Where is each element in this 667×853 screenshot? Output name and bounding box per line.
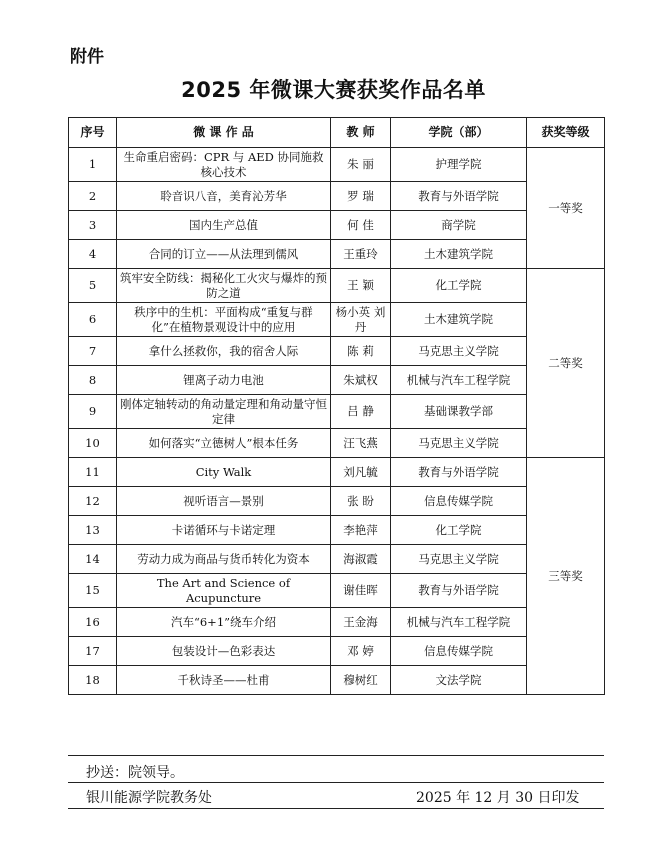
footer-rule-top [68, 755, 604, 756]
row-work: 拿什么拯救你，我的宿舍人际 [117, 337, 331, 366]
row-work: 千秋诗圣——杜甫 [117, 666, 331, 695]
row-work: 刚体定轴转动的角动量定理和角动量守恒定律 [117, 395, 331, 429]
row-teacher: 陈 莉 [331, 337, 391, 366]
row-work: 筑牢安全防线：揭秘化工火灾与爆炸的预防之道 [117, 269, 331, 303]
table-body [69, 148, 605, 695]
table-row [69, 608, 605, 637]
row-college: 马克思主义学院 [391, 429, 527, 458]
row-college: 教育与外语学院 [391, 458, 527, 487]
award-level: 三等奖 [527, 458, 605, 695]
row-teacher: 朱斌权 [331, 366, 391, 395]
row-work: 视听语言—景别 [117, 487, 331, 516]
row-teacher: 谢佳晖 [331, 574, 391, 608]
row-teacher: 海淑霞 [331, 545, 391, 574]
row-no: 1 [69, 148, 117, 182]
row-college: 马克思主义学院 [391, 337, 527, 366]
row-teacher: 汪飞燕 [331, 429, 391, 458]
row-no: 10 [69, 429, 117, 458]
row-college: 文法学院 [391, 666, 527, 695]
row-college: 化工学院 [391, 516, 527, 545]
row-teacher: 穆树红 [331, 666, 391, 695]
row-teacher: 杨小英 刘 丹 [331, 303, 391, 337]
row-college: 商学院 [391, 211, 527, 240]
table-row [69, 429, 605, 458]
row-work: 汽车“6+1”绕车介绍 [117, 608, 331, 637]
footer-cc: 抄送：院领导。 [86, 765, 184, 781]
row-work: 如何落实“立德树人”根本任务 [117, 429, 331, 458]
row-work: 卡诺循环与卡诺定理 [117, 516, 331, 545]
table-row [69, 303, 605, 337]
page-title: 2025 年微课大赛获奖作品名单 [181, 78, 486, 102]
row-work: 合同的订立——从法理到儒风 [117, 240, 331, 269]
row-work: The Art and Science of Acupuncture [117, 574, 331, 608]
row-college: 信息传媒学院 [391, 637, 527, 666]
footer-rule-middle [68, 782, 604, 783]
table-row [69, 545, 605, 574]
row-work: City Walk [117, 458, 331, 487]
row-teacher: 张 盼 [331, 487, 391, 516]
row-no: 3 [69, 211, 117, 240]
row-teacher: 朱 丽 [331, 148, 391, 182]
row-no: 2 [69, 182, 117, 211]
header-work: 微 课 作 品 [117, 118, 331, 148]
row-college: 马克思主义学院 [391, 545, 527, 574]
row-work: 生命重启密码：CPR 与 AED 协同施救核心技术 [117, 148, 331, 182]
row-no: 4 [69, 240, 117, 269]
award-level: 二等奖 [527, 269, 605, 458]
row-no: 11 [69, 458, 117, 487]
row-teacher: 吕 静 [331, 395, 391, 429]
row-work: 包装设计—色彩表达 [117, 637, 331, 666]
row-no: 5 [69, 269, 117, 303]
row-college: 基础课教学部 [391, 395, 527, 429]
table-row [69, 458, 605, 487]
row-no: 16 [69, 608, 117, 637]
row-work: 劳动力成为商品与货币转化为资本 [117, 545, 331, 574]
row-teacher: 刘凡毓 [331, 458, 391, 487]
row-college: 机械与汽车工程学院 [391, 608, 527, 637]
footer-date: 2025 年 12 月 30 日印发 [416, 790, 580, 806]
award-level: 一等奖 [527, 148, 605, 269]
table-row [69, 182, 605, 211]
table-row [69, 366, 605, 395]
row-no: 13 [69, 516, 117, 545]
row-teacher: 罗 瑞 [331, 182, 391, 211]
table-row [69, 666, 605, 695]
table-row [69, 574, 605, 608]
row-work: 国内生产总值 [117, 211, 331, 240]
row-no: 18 [69, 666, 117, 695]
row-work: 聆音识八音，美育沁芳华 [117, 182, 331, 211]
row-teacher: 何 佳 [331, 211, 391, 240]
table-header-row [69, 118, 605, 148]
row-no: 7 [69, 337, 117, 366]
footer-issuer: 银川能源学院教务处 [86, 790, 212, 806]
row-teacher: 李艳萍 [331, 516, 391, 545]
row-college: 教育与外语学院 [391, 182, 527, 211]
row-work: 秩序中的生机：平面构成“重复与群化”在植物景观设计中的应用 [117, 303, 331, 337]
row-no: 15 [69, 574, 117, 608]
table-row [69, 211, 605, 240]
row-no: 8 [69, 366, 117, 395]
footer-rule-bottom [68, 808, 604, 809]
header-award: 获奖等级 [527, 118, 605, 148]
row-college: 土木建筑学院 [391, 303, 527, 337]
table-row [69, 637, 605, 666]
row-teacher: 王重玲 [331, 240, 391, 269]
table-row [69, 337, 605, 366]
row-no: 12 [69, 487, 117, 516]
row-no: 6 [69, 303, 117, 337]
table-row [69, 487, 605, 516]
row-teacher: 王金海 [331, 608, 391, 637]
header-no: 序号 [69, 118, 117, 148]
table-row [69, 148, 605, 182]
attachment-label: 附件 [70, 47, 104, 67]
table-row [69, 395, 605, 429]
row-work: 锂离子动力电池 [117, 366, 331, 395]
row-no: 14 [69, 545, 117, 574]
row-college: 土木建筑学院 [391, 240, 527, 269]
row-college: 教育与外语学院 [391, 574, 527, 608]
header-teacher: 教 师 [331, 118, 391, 148]
table-row [69, 240, 605, 269]
row-college: 护理学院 [391, 148, 527, 182]
table-row [69, 269, 605, 303]
row-college: 化工学院 [391, 269, 527, 303]
row-college: 信息传媒学院 [391, 487, 527, 516]
row-no: 17 [69, 637, 117, 666]
awards-table [68, 117, 605, 695]
header-college: 学院（部） [391, 118, 527, 148]
row-teacher: 邓 婷 [331, 637, 391, 666]
row-no: 9 [69, 395, 117, 429]
row-college: 机械与汽车工程学院 [391, 366, 527, 395]
row-teacher: 王 颖 [331, 269, 391, 303]
table-row [69, 516, 605, 545]
